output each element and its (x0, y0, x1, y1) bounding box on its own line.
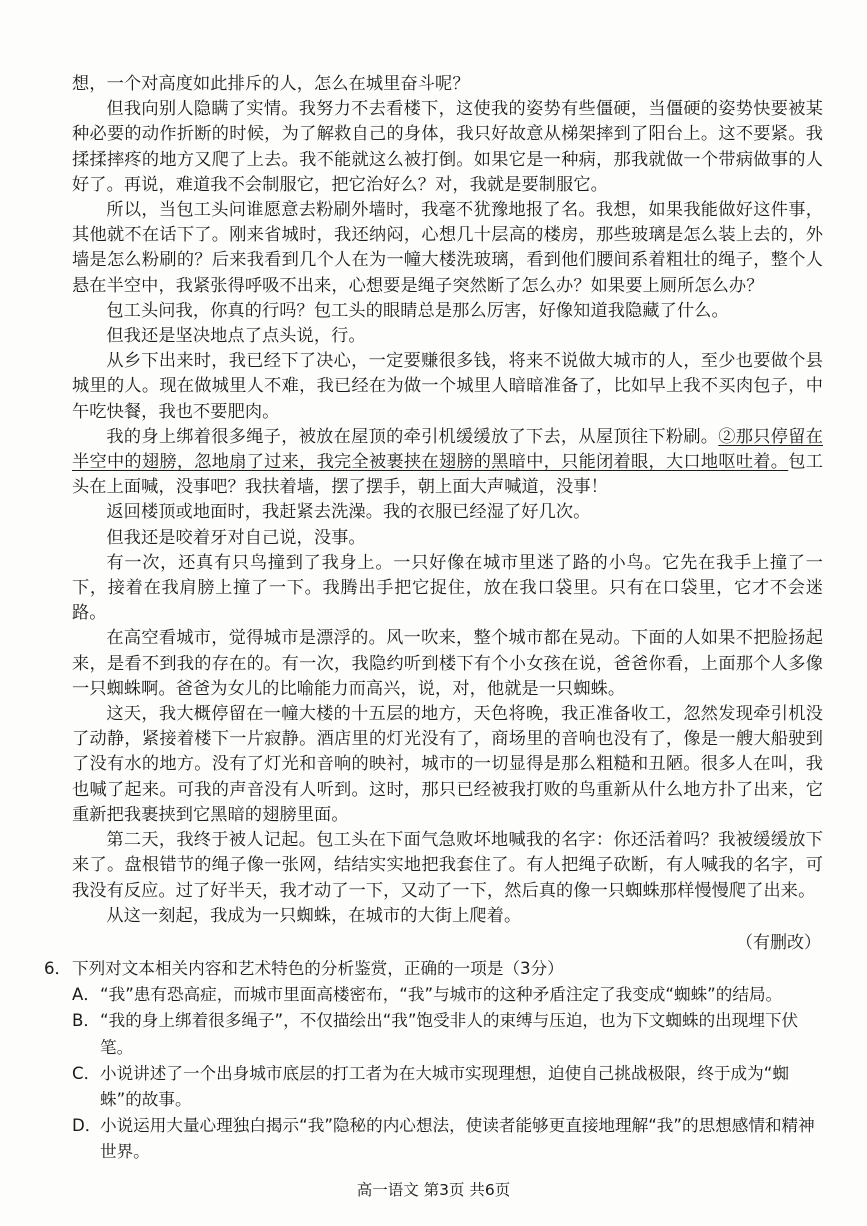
option-d-text: 小说运用大量心理独白揭示“我”隐秘的内心想法，使读者能够更直接地理解“我”的思想感情和精神世界。 (100, 1116, 815, 1162)
paragraph-6: 从乡下出来时，我已经下了决心，一定要赚很多钱，将来不说做大城市的人，至少也要做个县城里的人。现在做城里人不难，我已经在为做一个城里人暗暗准备了，比如早上我不买肉包子，中午吃快餐，我也不要肥肉。 (72, 351, 823, 422)
paragraph-1: 想，一个对高度如此排斥的人，怎么在城里奋斗呢？ (72, 74, 470, 94)
option-b-key: B． (72, 1011, 100, 1031)
paragraph-10: 有一次，还真有只鸟撞到了我身上。一只好像在城市里迷了路的小鸟。它先在我手上撞了一下，接着在我肩膀上撞了一下。我腾出手把它捉住，放在我口袋里。只有在口袋里，它才不会迷路。 (72, 552, 823, 624)
page-footer: 高一语文 第3页 共6页 (356, 1181, 511, 1199)
question-6 (44, 956, 823, 1166)
paragraph-7-after: 包工头在上面喊，没事吧？我扶着墙，摆了摆手，朝上面大声喊道，没事！ (72, 452, 823, 498)
paragraph-5: 但我还是坚决地点了点头说，行。 (106, 326, 366, 347)
option-b (72, 1008, 823, 1060)
paragraph-13: 第二天，我终于被人记起。包工头在下面气急败坏地喊我的名字：你还活着吗？我被缓缓放下来了。盘根错节的绳子像一张网，结结实实地把我套住了。有人把绳子砍断，有人喊我的名字，可我没有反应。过了好半天，我才动了一下，又动了一下，然后真的像一只蜘蛛那样慢慢爬了出来。 (72, 830, 823, 901)
paragraph-9: 但我还是咬着牙对自己说，没事。 (106, 527, 366, 548)
option-a-key: A． (72, 985, 100, 1005)
paragraph-3: 所以，当包工头问谁愿意去粉刷外墙时，我毫不犹豫地报了名。我想，如果我能做好这件事，其他就不在话下了。刚来省城时，我还纳闷，心想几十层高的楼房，那些玻璃是怎么装上去的，外墙是怎么粉刷的？后来我看到几个人在为一幢大楼洗玻璃，看到他们腰间系着粗壮的绳子，整个人悬在半空中，我紧张得呼吸不出来，心想要是绳子突然断了怎么办？如果要上厕所怎么办？ (72, 200, 823, 296)
option-b-text: “我的身上绑着很多绳子”，不仅描绘出“我”饱受非人的束缚与压迫，也为下文蜘蛛的出现埋下伏笔。 (100, 1011, 799, 1057)
option-a-text: “我”患有恐高症，而城市里面高楼密布，“我”与城市的这种矛盾注定了我变成“蜘蛛”的结局。 (100, 985, 783, 1005)
question-text: 下列对文本相关内容和艺术特色的分析鉴赏，正确的一项是（3分） (72, 958, 564, 978)
option-c-text: 小说讲述了一个出身城市底层的打工者为在大城市实现理想，迫使自己挑战极限，终于成为“蜘蛛”的故事。 (100, 1063, 789, 1109)
paragraph-8: 返回楼顶或地面时，我赶紧去洗澡。我的衣服已经湿了好几次。 (106, 502, 591, 523)
option-d (72, 1113, 823, 1165)
paragraph-11: 在高空看城市，觉得城市是漂浮的。风一吹来，整个城市都在晃动。下面的人如果不把脸扬起来，是看不到我的存在的。有一次，我隐约听到楼下有个小女孩在说，爸爸你看，上面那个人多像一只蜘蛛啊。爸爸为女儿的比喻能力而高兴，说，对，他就是一只蜘蛛。 (72, 628, 823, 699)
passage (72, 72, 823, 956)
option-c (72, 1061, 823, 1113)
paragraph-12: 这天，我大概停留在一幢大楼的十五层的地方，天色将晚，我正准备收工，忽然发现牵引机没了动静，紧接着楼下一片寂静。酒店里的灯光没有了，商场里的音响也没有了，像是一艘大船驶到了没有水的地方。没有了灯光和音响的映衬，城市的一切显得是那么粗糙和丑陋。很多人在叫，我也喊了起来。可我的声音没有人听到。这时，那只已经被我打败的鸟重新从什么地方扑了出来，它重新把我裹挟到它黑暗的翅膀里面。 (72, 704, 823, 825)
edit-note: （有删改） (736, 932, 821, 953)
option-d-key: D． (72, 1116, 102, 1136)
question-number: 6． (44, 958, 72, 978)
paragraph-14: 从这一刻起，我成为一只蜘蛛，在城市的大街上爬着。 (106, 905, 522, 926)
option-a (72, 982, 823, 1008)
paragraph-7 (72, 425, 823, 501)
question-stem (44, 956, 823, 982)
option-c-key: C． (72, 1063, 101, 1083)
paragraph-4: 包工头问我，你真的行吗？包工头的眼睛总是那么厉害，好像知道我隐藏了什么。 (106, 300, 729, 321)
underlined-sentence-2: ②那只停留在半空中的翅膀，忽地扇了过来，我完全被裹挟在翅膀的黑暗中，只能闭着眼，大口地呕吐着。 (72, 426, 823, 473)
paragraph-2: 但我向别人隐瞒了实情。我努力不去看楼下，这使我的姿势有些僵硬，当僵硬的姿势快要被某种必要的动作折断的时候，为了解救自己的身体，我只好故意从梯架摔到了阳台上。这不要紧。我揉揉摔疼的地方又爬了上去。我不能就这么被打倒。如果它是一种病，那我就做一个带病做事的人好了。再说，难道我不会制服它，把它治好么？对，我就是要制服它。 (72, 99, 823, 195)
paragraph-7-before: 我的身上绑着很多绳子，被放在屋顶的牵引机缓缓放了下去，从屋顶往下粉刷。 (106, 426, 719, 447)
